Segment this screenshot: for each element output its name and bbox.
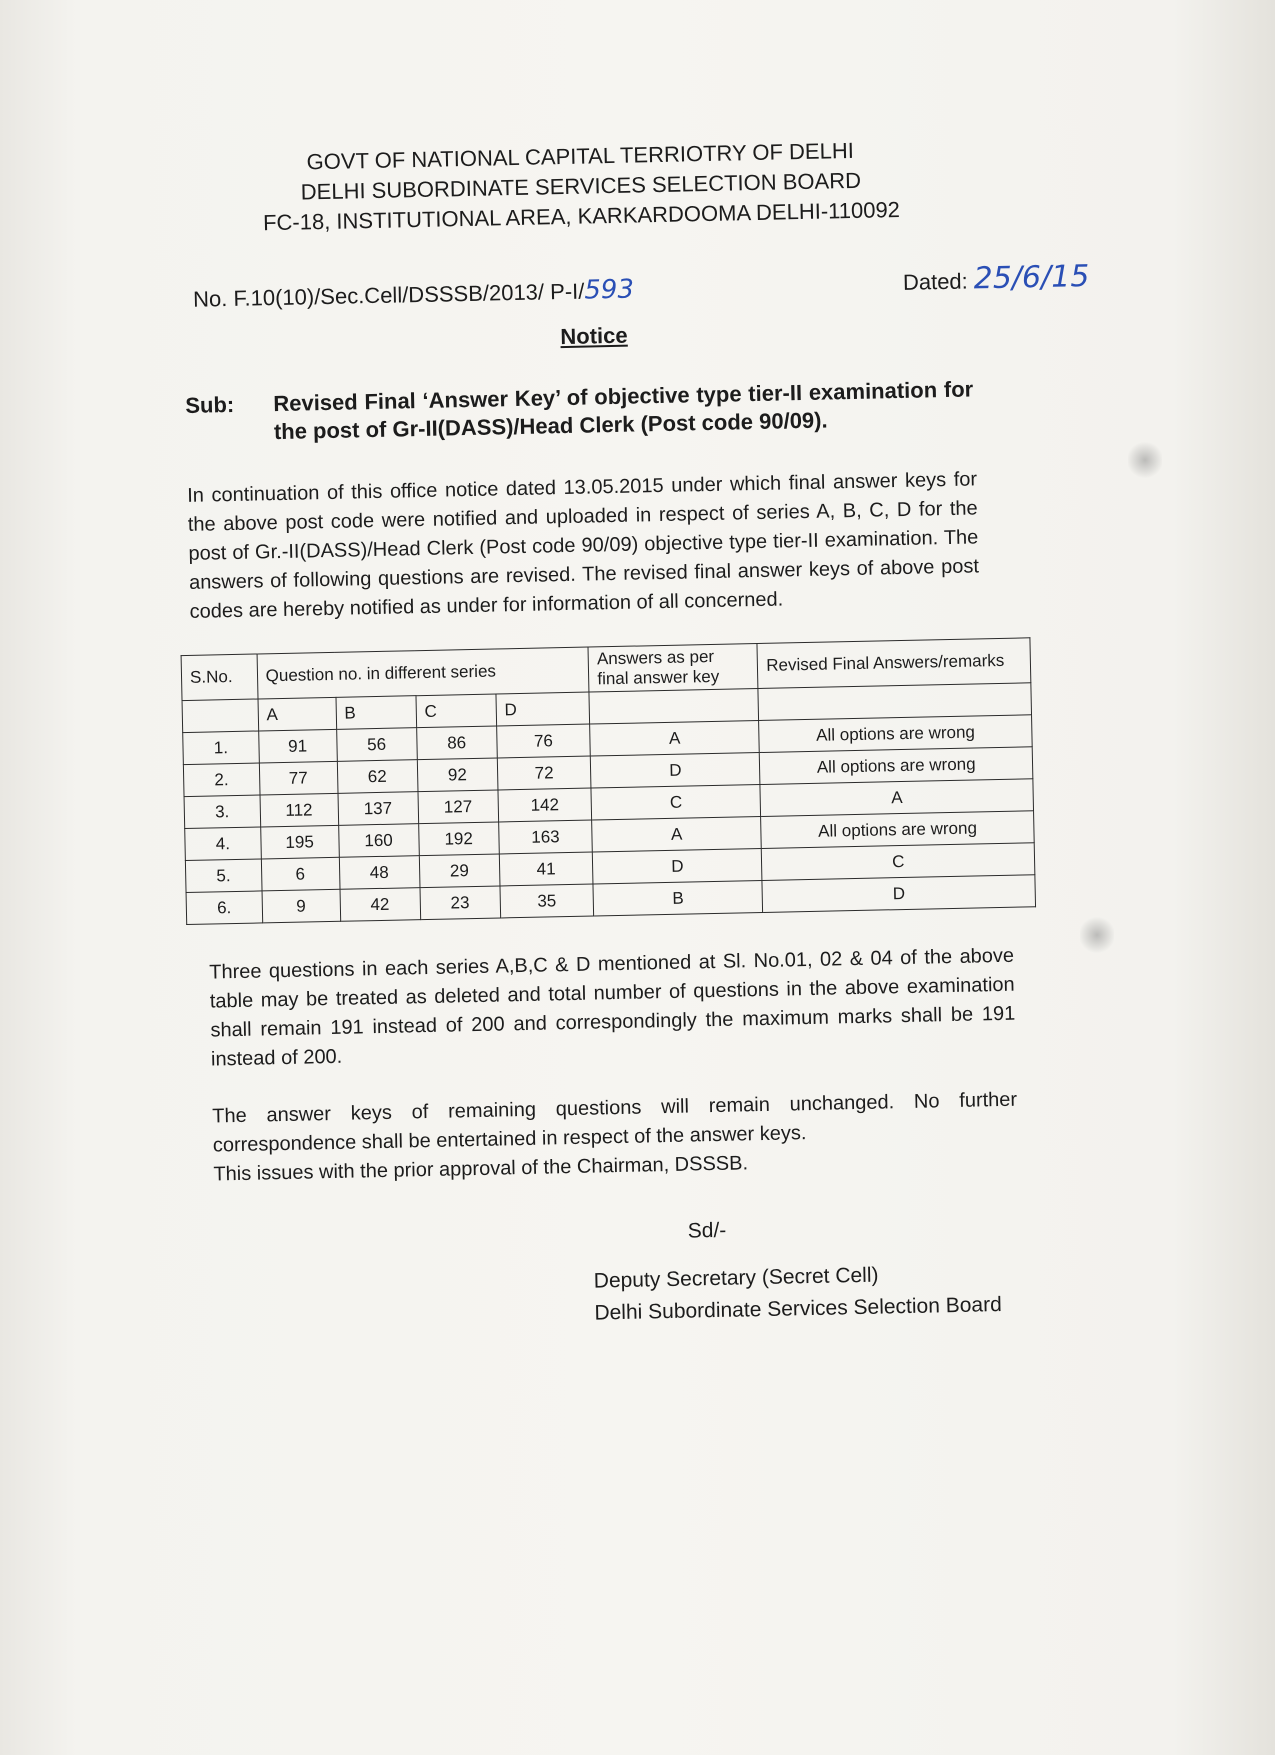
cell-series-a: 6 bbox=[261, 857, 340, 891]
series-a: A bbox=[258, 697, 337, 731]
cell-series-a: 9 bbox=[262, 889, 341, 923]
letterhead-line-2: DELHI SUBORDINATE SERVICES SELECTION BOARD bbox=[300, 167, 862, 205]
subject-text: Revised Final ‘Answer Key’ of objective type tier-II examination for the post of Gr-II(DASS)/Head Clerk (Post code 90/09). bbox=[273, 376, 974, 445]
cell-series-d: 76 bbox=[496, 724, 590, 758]
cell-revised: All options are wrong bbox=[759, 715, 1032, 753]
cell-revised: A bbox=[760, 779, 1033, 817]
cell-series-c: 92 bbox=[417, 758, 498, 792]
subject bbox=[185, 373, 1106, 448]
cell-revised: All options are wrong bbox=[760, 747, 1033, 785]
cell-series-d: 72 bbox=[497, 756, 591, 790]
cell-series-c: 86 bbox=[416, 726, 497, 760]
intro-paragraph: In continuation of this office notice dated 13.05.2015 under which final answer keys for the above post code were notified and uploaded in respect of series A, B, C, D for the post of Gr.-II(DASS)/Head Clerk (Post code 90/09) objective type tier-II examination. The answers of following questions are revised. The revised final answer keys of above post codes are hereby notified as under for information of all concerned. bbox=[187, 468, 980, 623]
cell-sno: 3. bbox=[184, 795, 260, 829]
cell-answer: A bbox=[592, 816, 762, 852]
cell-sno: 4. bbox=[185, 827, 261, 861]
cell-series-d: 41 bbox=[499, 852, 593, 886]
cell-series-d: 35 bbox=[500, 884, 594, 918]
cell-series-b: 48 bbox=[339, 856, 420, 890]
subject-label: Sub: bbox=[185, 391, 235, 418]
letterhead-line-1: GOVT OF NATIONAL CAPITAL TERRIOTRY OF DELHI bbox=[306, 137, 855, 175]
cell-series-b: 56 bbox=[336, 728, 417, 762]
answer-key-table bbox=[181, 637, 1036, 925]
header-answers-per-key: Answers as per final answer key bbox=[588, 644, 758, 693]
cell-series-b: 137 bbox=[338, 792, 419, 826]
cell-answer: A bbox=[590, 721, 760, 757]
cell-answer: D bbox=[590, 752, 760, 788]
cell-revised: D bbox=[762, 875, 1035, 913]
series-c: C bbox=[416, 694, 497, 728]
cell-series-d: 142 bbox=[498, 788, 592, 822]
cell-series-b: 42 bbox=[340, 888, 421, 922]
reference-row bbox=[183, 259, 1104, 318]
handwritten-date: 25/6/15 bbox=[973, 258, 1090, 297]
signatory-designation: Deputy Secretary (Secret Cell) bbox=[593, 1263, 879, 1293]
dated-label: Dated: bbox=[902, 268, 969, 295]
cell-series-d: 163 bbox=[498, 820, 592, 854]
cell-series-c: 192 bbox=[418, 822, 499, 856]
cell-revised: C bbox=[762, 843, 1035, 881]
series-b: B bbox=[336, 696, 417, 730]
cell-series-b: 62 bbox=[337, 760, 418, 794]
signature-sd: Sd/- bbox=[687, 1218, 727, 1243]
cell-series-a: 195 bbox=[260, 825, 339, 859]
closing-line-3: This issues with the prior approval of the Chairman, DSSSB. bbox=[213, 1152, 749, 1186]
cell-revised: All options are wrong bbox=[761, 811, 1034, 849]
cell-sno: 1. bbox=[183, 731, 259, 765]
cell-sno: 5. bbox=[185, 859, 261, 893]
notice-title: Notice bbox=[560, 322, 628, 350]
series-blank-cell bbox=[589, 689, 759, 725]
header-revised-final: Revised Final Answers/remarks bbox=[757, 638, 1031, 689]
cell-answer: D bbox=[592, 848, 762, 884]
header-question-no: Question no. in different series bbox=[257, 647, 589, 699]
series-blank-cell bbox=[182, 699, 258, 733]
closing-paragraph bbox=[212, 1086, 1019, 1190]
cell-series-a: 77 bbox=[259, 761, 338, 795]
signatory-organization: Delhi Subordinate Services Selection Board bbox=[594, 1293, 1003, 1325]
cell-sno: 6. bbox=[186, 891, 262, 925]
series-d: D bbox=[496, 692, 590, 726]
cell-answer: B bbox=[593, 880, 763, 916]
header-sno: S.No. bbox=[181, 654, 258, 701]
cell-series-c: 23 bbox=[420, 886, 501, 920]
notice-sheet bbox=[180, 131, 1125, 1338]
cell-series-b: 160 bbox=[338, 824, 419, 858]
cell-sno: 2. bbox=[183, 763, 259, 797]
closing-line-2: correspondence shall be entertained in respect of the answer keys. bbox=[212, 1122, 807, 1157]
handwritten-number: 593 bbox=[584, 274, 635, 306]
letterhead bbox=[220, 134, 942, 239]
cell-series-c: 127 bbox=[418, 790, 499, 824]
letterhead-line-3: FC-18, INSTITUTIONAL AREA, KARKARDOOMA DELHI-110092 bbox=[262, 196, 901, 236]
cell-series-c: 29 bbox=[419, 854, 500, 888]
reference-number-prefix: No. F.10(10)/Sec.Cell/DSSSB/2013/ P-I/ bbox=[192, 278, 585, 312]
cell-series-a: 91 bbox=[258, 729, 337, 763]
closing-line-1: The answer keys of remaining questions will remain unchanged. No further bbox=[212, 1088, 1018, 1128]
reference-number bbox=[193, 275, 634, 314]
deletion-paragraph: Three questions in each series A,B,C & D mentioned at Sl. No.01, 02 & 04 of the above table may be treated as deleted and total number of questions in the above examination shall remain 191 instead of 200 and correspondingly the maximum marks shall be 191 instead of 200. bbox=[209, 944, 1016, 1071]
cell-answer: C bbox=[591, 784, 761, 820]
date-field bbox=[903, 259, 1090, 298]
signature-block bbox=[592, 1208, 1034, 1329]
cell-series-a: 112 bbox=[260, 793, 339, 827]
ink-smudge bbox=[1128, 440, 1162, 480]
